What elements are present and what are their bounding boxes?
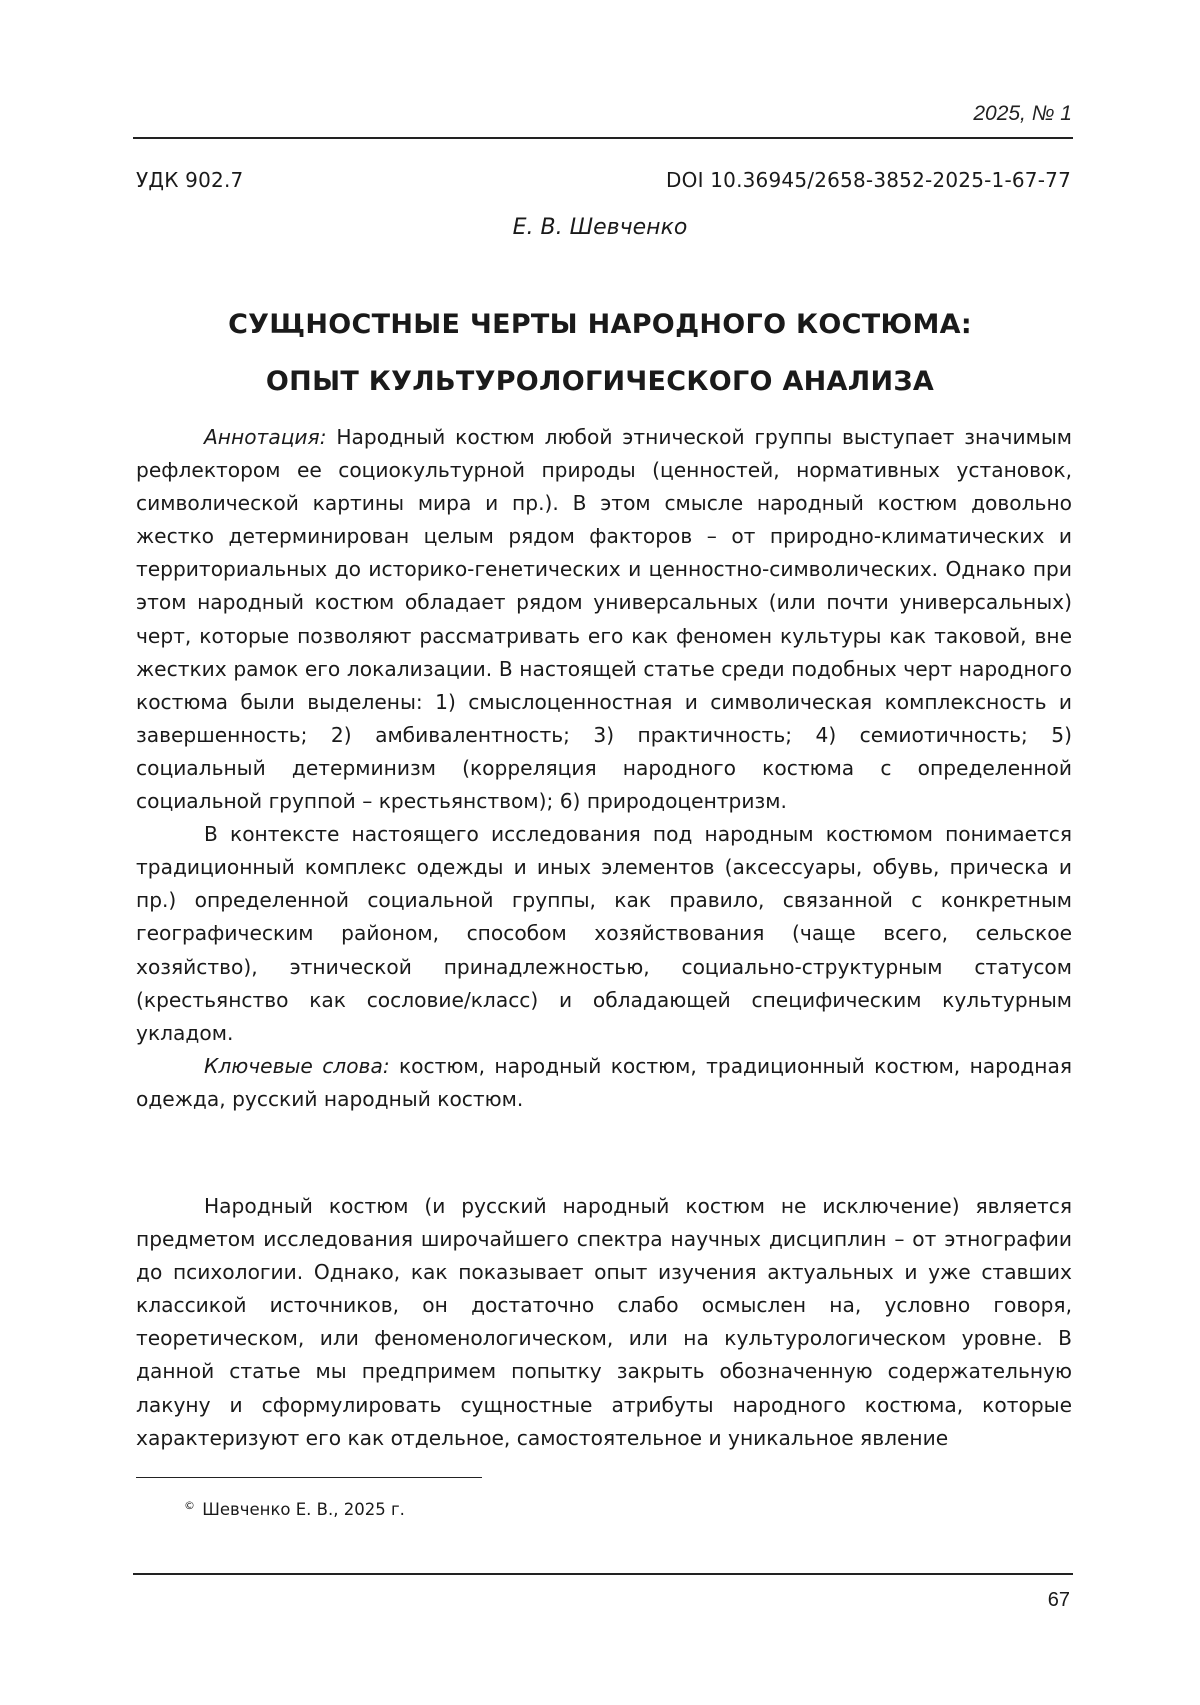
copyright-mark: © <box>184 1499 195 1512</box>
author-name: Е. В. Шевченко <box>512 215 688 240</box>
page-number: 67 <box>1047 1589 1070 1611</box>
footer-rule <box>133 1573 1073 1575</box>
copyright-footnote <box>184 1499 405 1519</box>
abstract-paragraph <box>136 421 1072 818</box>
article-body <box>136 1190 1072 1455</box>
definition-paragraph: В контексте настоящего исследования под народным костюмом понимается традиционный комплекс одежды и иных элементов (аксессуары, обувь, прическа и пр.) определенной социальной группы, как правило, связанной с конкретным географическим районом, способом хозяйствования (чаще всего, сельское хозяйство), этнической принадлежностью, социально-структурным статусом (крестьянство как сословие/класс) и обладающей специфическим культурным укладом. <box>136 822 1072 1045</box>
keywords-text: костюм, народный костюм, традиционный костюм, народная одежда, русский народный костюм. <box>136 1053 1072 1111</box>
keywords-paragraph <box>136 1050 1072 1116</box>
title-line-1: СУЩНОСТНЫЕ ЧЕРТЫ НАРОДНОГО КОСТЮМА: <box>228 309 972 340</box>
udk-code: УДК 902.7 <box>136 168 244 192</box>
abstract-block <box>136 421 1072 1116</box>
doi-code: DOI 10.36945/2658-3852-2025-1-67-77 <box>666 168 1071 192</box>
copyright-text: Шевченко Е. В., 2025 г. <box>197 1500 405 1519</box>
header-rule <box>133 137 1073 139</box>
article-title <box>0 296 1200 410</box>
abstract-text: Народный костюм любой этнической группы выступает значимым рефлектором ее социокультурной природы (ценностей, нормативных установок, символической картины мира и пр.). В этом смысле народный костюм довольно жестко детерминирован целым рядом факторов – от природно-климатических и территориальных до историко-генетических и ценностно-символических. Однако при этом народный костюм обладает рядом универсальных (или почти универсальных) черт, которые позволяют рассматривать его как феномен культуры как таковой, вне жестких рамок его локализации. В настоящей статье среди подобных черт народного костюма были выделены: 1) смыслоценностная и символическая комплексность и завершенность; 2) амбивалентность; 3) практичность; 4) семиотичность; 5) социальный детерминизм (корреляция народного костюма с определенной социальной группой – крестьянством); 6) природоцентризм. <box>136 425 1072 814</box>
footnote-rule <box>136 1477 482 1478</box>
issue-label: 2025, № 1 <box>973 102 1072 125</box>
body-paragraph-1: Народный костюм (и русский народный костюм не исключение) является предметом исследования широчайшего спектра научных дисциплин – от этнографии до психологии. Однако, как показывает опыт изучения актуальных и уже ставших классикой источников, он достаточно слабо осмыслен на, условно говоря, теоретическом, или феноменологическом, или на культурологическом уровне. В данной статье мы предпримем попытку закрыть обозначенную содержательную лакуну и сформулировать сущностные атрибуты народного костюма, которые характеризуют его как отдельное, самостоятельное и уникальное явление <box>136 1194 1072 1450</box>
keywords-label: Ключевые слова: <box>204 1053 390 1078</box>
title-line-2: ОПЫТ КУЛЬТУРОЛОГИЧЕСКОГО АНАЛИЗА <box>265 366 935 397</box>
abstract-label: Аннотация: <box>204 425 327 449</box>
